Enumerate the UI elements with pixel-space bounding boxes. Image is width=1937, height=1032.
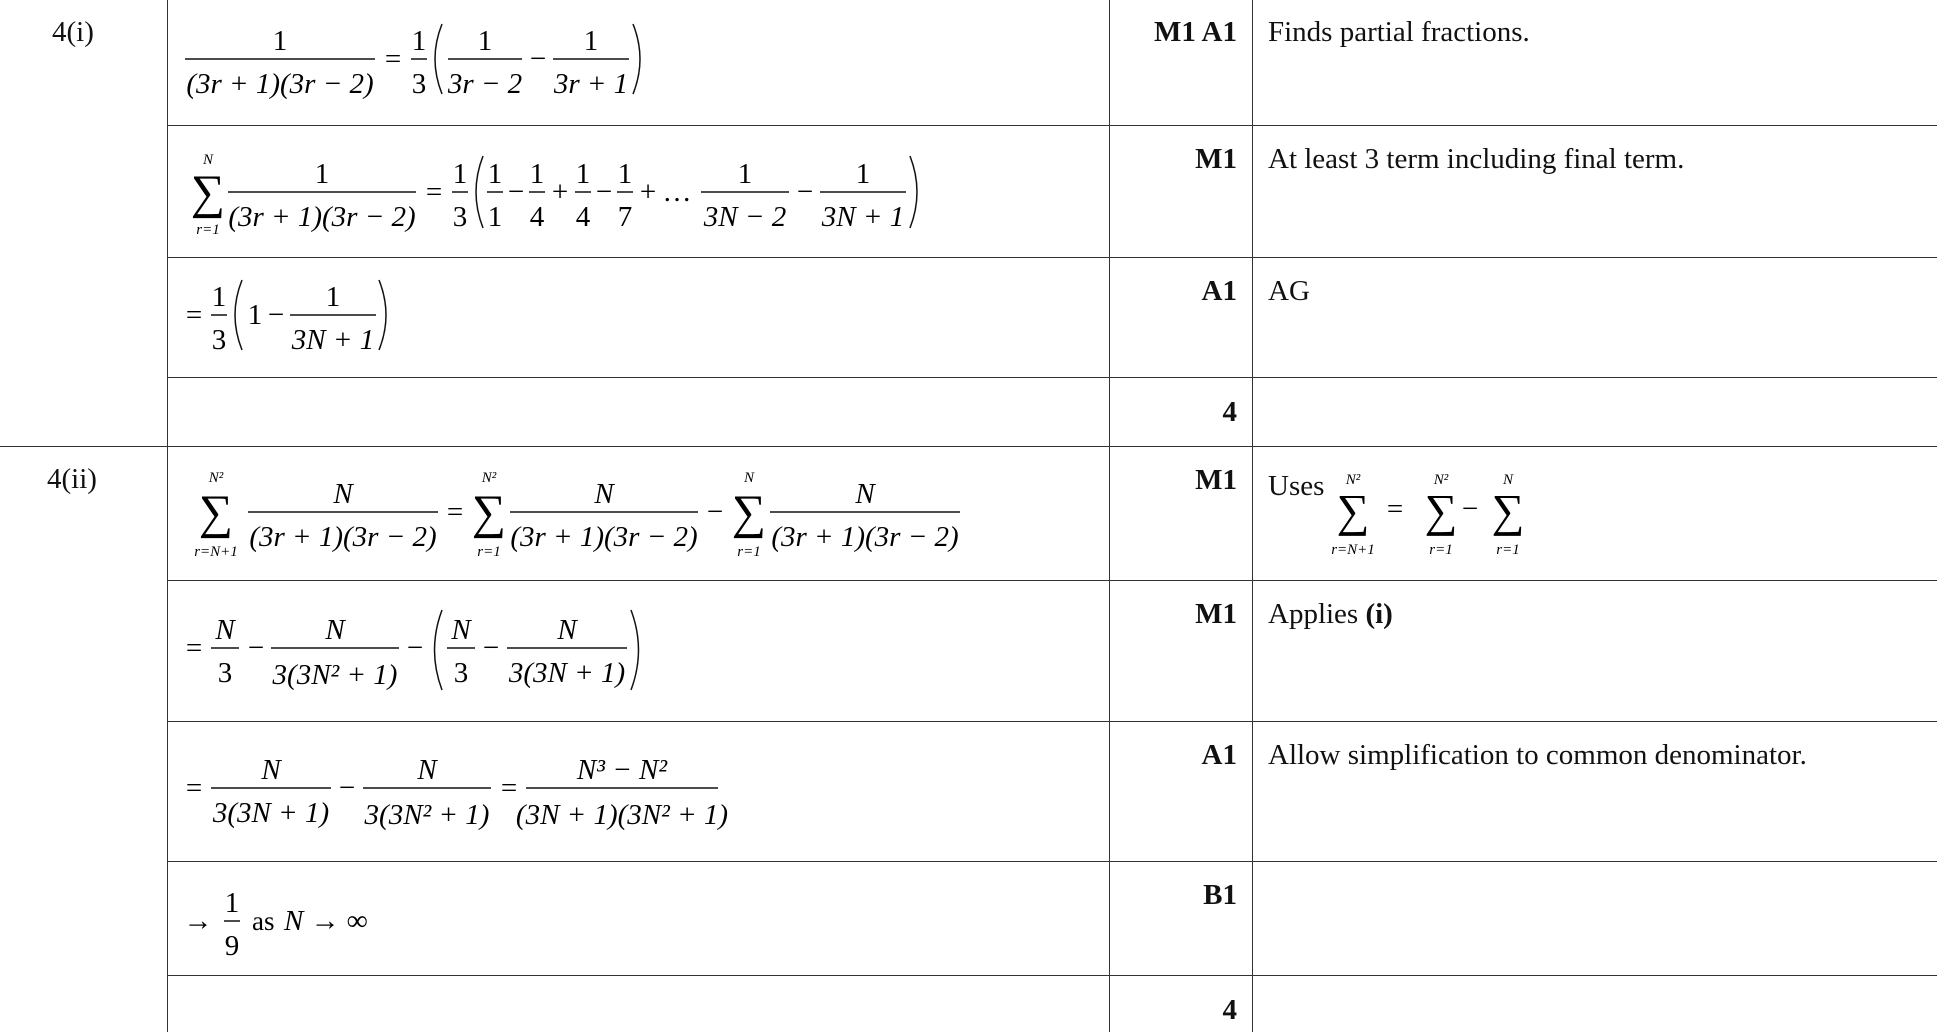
- operator: −: [482, 632, 500, 664]
- marks-cell: M1 A1: [1154, 16, 1237, 48]
- numerator: 1: [452, 158, 468, 190]
- numerator: 1: [314, 158, 330, 190]
- marks-cell: A1: [1201, 739, 1237, 771]
- denominator: 3N + 1: [821, 201, 905, 233]
- marks-cell: 4: [1222, 994, 1237, 1026]
- sigma-icon: ∑: [1336, 485, 1370, 536]
- row-divider: [168, 257, 1937, 258]
- math-limit: [180, 880, 420, 975]
- sigma-icon: ∑: [1424, 485, 1458, 536]
- row-divider: [168, 580, 1937, 581]
- operator: −: [595, 176, 613, 208]
- sum-lower: r=N+1: [194, 544, 238, 560]
- sigma-icon: ∑: [198, 486, 234, 539]
- denominator: 9: [224, 930, 240, 962]
- operator: +: [639, 176, 657, 208]
- marks-cell: M1: [1195, 598, 1237, 630]
- sum-upper: N: [202, 152, 214, 168]
- row-divider: [0, 446, 1937, 447]
- operator: =: [446, 496, 464, 528]
- guidance-cell: [1268, 598, 1393, 631]
- numerator: 1: [477, 25, 493, 57]
- sum-upper: N²: [481, 470, 497, 486]
- guidance-cell: Finds partial fractions.: [1268, 16, 1530, 48]
- operator: −: [338, 772, 356, 804]
- sum-lower: r=1: [196, 222, 220, 238]
- denominator: 4: [575, 201, 591, 233]
- guidance-prefix: Applies: [1268, 598, 1359, 630]
- denominator: 3(3N² + 1): [272, 659, 398, 691]
- denominator: 3: [211, 324, 227, 356]
- math-common-denominator: [180, 742, 780, 847]
- guidance-cell: AG: [1268, 275, 1310, 307]
- numerator: 1: [617, 158, 633, 190]
- denominator: 3N + 1: [291, 324, 375, 356]
- sum-lower: r=1: [1429, 542, 1453, 558]
- denominator: 3: [411, 68, 427, 100]
- denominator: 3r + 1: [553, 68, 629, 100]
- right-paren: [910, 156, 917, 228]
- sum-lower: r=1: [477, 544, 501, 560]
- left-paren: [435, 24, 442, 94]
- row-divider: [168, 377, 1937, 378]
- denominator: 7: [617, 201, 633, 233]
- left-paren: [235, 280, 242, 350]
- operator: =: [1386, 493, 1404, 525]
- sum-upper: N²: [1433, 472, 1449, 488]
- sum-lower: r=N+1: [1331, 542, 1375, 558]
- guidance-cell: At least 3 term including final term.: [1268, 143, 1685, 175]
- number: 1: [247, 299, 263, 331]
- numerator: 1: [325, 281, 341, 313]
- marks-cell: B1: [1203, 879, 1237, 911]
- marks-cell: A1: [1201, 275, 1237, 307]
- math-sum-split: [180, 464, 1000, 579]
- operator: +: [551, 176, 569, 208]
- question-number: 4(ii): [47, 463, 97, 495]
- denominator: 3(3N² + 1): [364, 799, 490, 831]
- row-divider: [168, 125, 1937, 126]
- numerator: 1: [272, 25, 288, 57]
- sum-lower: r=1: [737, 544, 761, 560]
- denominator: (3r + 1)(3r − 2): [228, 201, 416, 233]
- numerator: N: [451, 614, 471, 646]
- sigma-icon: ∑: [731, 486, 767, 539]
- arrow: →: [183, 905, 213, 937]
- row-divider: [168, 861, 1937, 862]
- guidance-prefix: Uses: [1268, 470, 1325, 502]
- sum-upper: N: [1502, 472, 1514, 488]
- operator: −: [507, 176, 525, 208]
- operator: −: [529, 43, 547, 75]
- operator: −: [267, 299, 285, 331]
- numerator: 1: [224, 887, 240, 919]
- left-paren: [435, 610, 443, 690]
- row-divider: [168, 721, 1937, 722]
- denominator: (3r + 1)(3r − 2): [510, 521, 698, 553]
- denominator: 3: [453, 657, 469, 689]
- operator: =: [185, 299, 203, 331]
- numerator: N: [417, 754, 437, 786]
- guidance-cell: Allow simplification to common denominator.: [1268, 739, 1807, 771]
- numerator: 1: [529, 158, 545, 190]
- operator: =: [185, 632, 203, 664]
- numerator: N: [325, 614, 345, 646]
- column-divider: [167, 0, 168, 1032]
- numerator: N: [215, 614, 235, 646]
- denominator: 3(3N + 1): [212, 797, 330, 829]
- numerator: N³ − N²: [576, 754, 668, 786]
- numerator: 1: [583, 25, 599, 57]
- numerator: N: [333, 478, 353, 510]
- numerator: N: [261, 754, 281, 786]
- left-paren: [476, 156, 483, 228]
- denominator: 3N − 2: [703, 201, 787, 233]
- right-paren: [379, 280, 386, 350]
- guidance-cell: [1268, 470, 1324, 503]
- denominator: (3r + 1)(3r − 2): [771, 521, 959, 553]
- operator: =: [384, 43, 402, 75]
- operator: −: [1461, 493, 1479, 525]
- question-number: 4(i): [52, 16, 94, 48]
- right-paren: [633, 24, 640, 94]
- operator: −: [796, 176, 814, 208]
- sum-lower: r=1: [1496, 542, 1520, 558]
- math-result: [180, 274, 440, 369]
- marks-cell: 4: [1222, 396, 1237, 428]
- operator: =: [425, 176, 443, 208]
- operator: −: [706, 496, 724, 528]
- math-apply-i: [180, 602, 700, 707]
- numerator: N: [557, 614, 577, 646]
- numerator: N: [594, 478, 614, 510]
- right-paren: [631, 610, 639, 690]
- marks-cell: M1: [1195, 464, 1237, 496]
- guidance-bold-ref: (i): [1365, 598, 1393, 630]
- marks-cell: M1: [1195, 143, 1237, 175]
- numerator: 1: [411, 25, 427, 57]
- denominator: (3N + 1)(3N² + 1): [515, 799, 729, 831]
- guidance-sum-expression: [1333, 466, 1553, 566]
- math-partial-fractions: [180, 18, 740, 113]
- denominator: 4: [529, 201, 545, 233]
- column-divider: [1252, 0, 1253, 1032]
- limit-expression: N → ∞: [284, 905, 368, 937]
- numerator: 1: [575, 158, 591, 190]
- operator: −: [406, 632, 424, 664]
- denominator: 3: [452, 201, 468, 233]
- denominator: 3(3N + 1): [508, 657, 626, 689]
- denominator: 1: [487, 201, 503, 233]
- sum-upper: N²: [208, 470, 224, 486]
- operator: −: [247, 632, 265, 664]
- numerator: 1: [211, 281, 227, 313]
- numerator: 1: [855, 158, 871, 190]
- numerator: 1: [487, 158, 503, 190]
- denominator: 3: [217, 657, 233, 689]
- sigma-icon: ∑: [1491, 485, 1525, 536]
- numerator: N: [855, 478, 875, 510]
- denominator: 3r − 2: [447, 68, 523, 100]
- denominator: (3r + 1)(3r − 2): [249, 521, 437, 553]
- numerator: 1: [737, 158, 753, 190]
- operator: =: [185, 772, 203, 804]
- sigma-icon: ∑: [471, 486, 507, 539]
- as-text: as: [252, 906, 275, 936]
- math-sum-telescoping: [180, 146, 940, 251]
- denominator: (3r + 1)(3r − 2): [186, 68, 374, 100]
- sum-upper: N²: [1345, 472, 1361, 488]
- sum-upper: N: [743, 470, 755, 486]
- ellipsis: …: [662, 176, 692, 208]
- sigma-icon: ∑: [190, 166, 226, 219]
- row-divider: [168, 975, 1937, 976]
- operator: =: [500, 772, 518, 804]
